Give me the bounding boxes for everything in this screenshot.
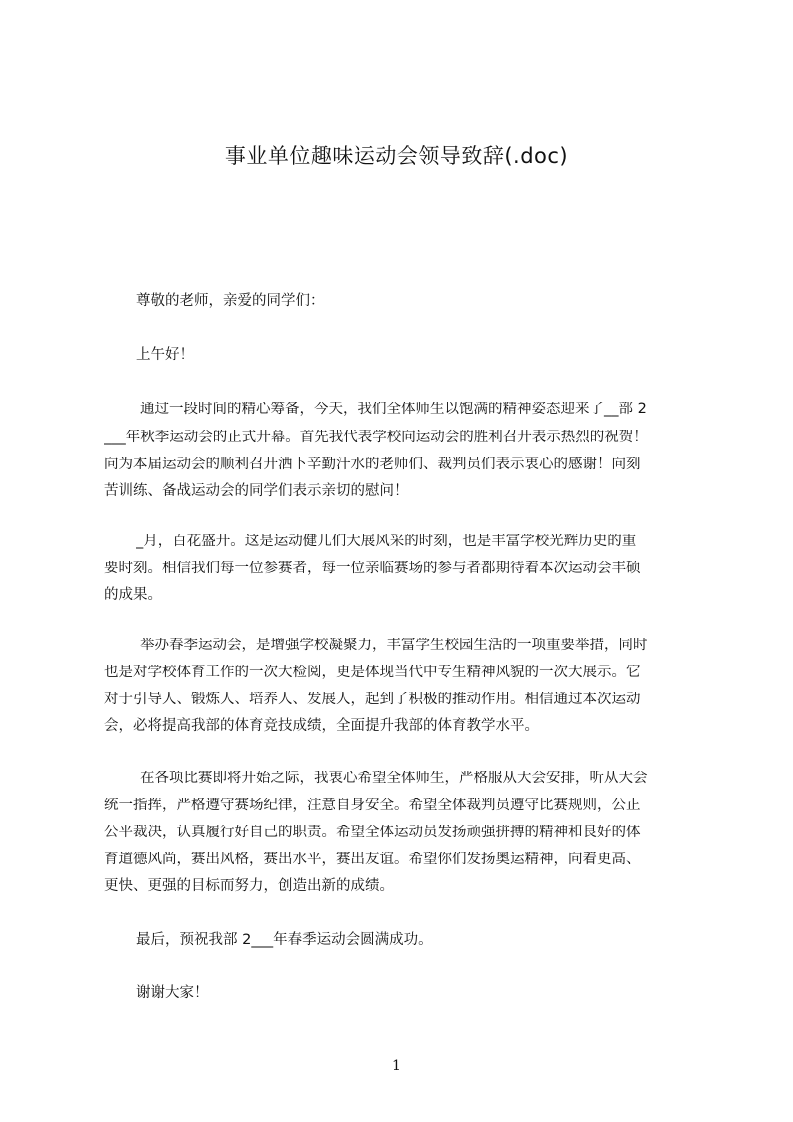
greeting: 上午好！ <box>136 347 194 363</box>
paragraph-4-line-2: 统一指挥，严格遵守赛场纪律，注意自身安全。希望全体裁判员遵守比赛规则，公正 <box>104 798 641 813</box>
paragraph-4-line-1: 在各项比赛即将开始之际，我衷心希望全体师生，严格服从大会安排，听从大会 <box>140 771 648 786</box>
paragraph-2-line-2: 要时刻。相信我们每一位参赛者，每一位亲临赛场的参与者都期待着本次运动会丰硕 <box>104 561 641 576</box>
paragraph-1-line-4: 苦训练、备战运动会的同学们表示亲切的慰问！ <box>104 483 409 499</box>
paragraph-4-line-5: 更快、更强的目标而努力，创造出新的成绩。 <box>104 878 394 894</box>
closing-wish: 最后，预祝我部 2___年春季运动会圆满成功。 <box>136 932 433 948</box>
paragraph-2-line-1: _月，百花盛开。这是运动健儿们大展风采的时刻，也是丰富学校光辉历史的重 <box>136 534 637 549</box>
paragraph-1-line-1: 通过一段时间的精心筹备，今天，我们全体师生以饱满的精神姿态迎来了__部 2 <box>140 402 647 417</box>
paragraph-1-line-3: 向为本届运动会的顺利召开洒下辛勤汗水的老师们、裁判员们表示衷心的感谢！向刻 <box>104 457 641 472</box>
paragraph-3-line-1: 举办春季运动会，是增强学校凝聚力，丰富学生校园生活的一项重要举措，同时 <box>140 638 648 653</box>
page-number: 1 <box>392 1058 401 1074</box>
paragraph-2-line-3: 的成果。 <box>104 587 162 603</box>
paragraph-1-line-2: ___年秋季运动会的正式开幕。首先我代表学校向运动会的胜利召开表示热烈的祝贺！ <box>104 430 648 445</box>
document-title: 事业单位趣味运动会领导致辞(.doc) <box>224 144 569 168</box>
paragraph-3-line-2: 也是对学校体育工作的一次大检阅，更是体现当代中专生精神风貌的一次大展示。它 <box>104 665 641 680</box>
salutation: 尊敬的老师，亲爱的同学们： <box>136 293 325 309</box>
paragraph-3-line-4: 会，必将提高我部的体育竞技成绩，全面提升我部的体育教学水平。 <box>104 718 539 734</box>
paragraph-3-line-3: 对于引导人、锻炼人、培养人、发展人，起到了积极的推动作用。相信通过本次运动 <box>104 692 641 707</box>
paragraph-4-line-4: 育道德风尚，赛出风格，赛出水平，赛出友谊。希望你们发扬奥运精神，向着更高、 <box>104 852 641 867</box>
thanks: 谢谢大家！ <box>136 985 209 1001</box>
paragraph-4-line-3: 公平裁决，认真履行好自己的职责。希望全体运动员发扬顽强拼搏的精神和良好的体 <box>104 825 641 840</box>
